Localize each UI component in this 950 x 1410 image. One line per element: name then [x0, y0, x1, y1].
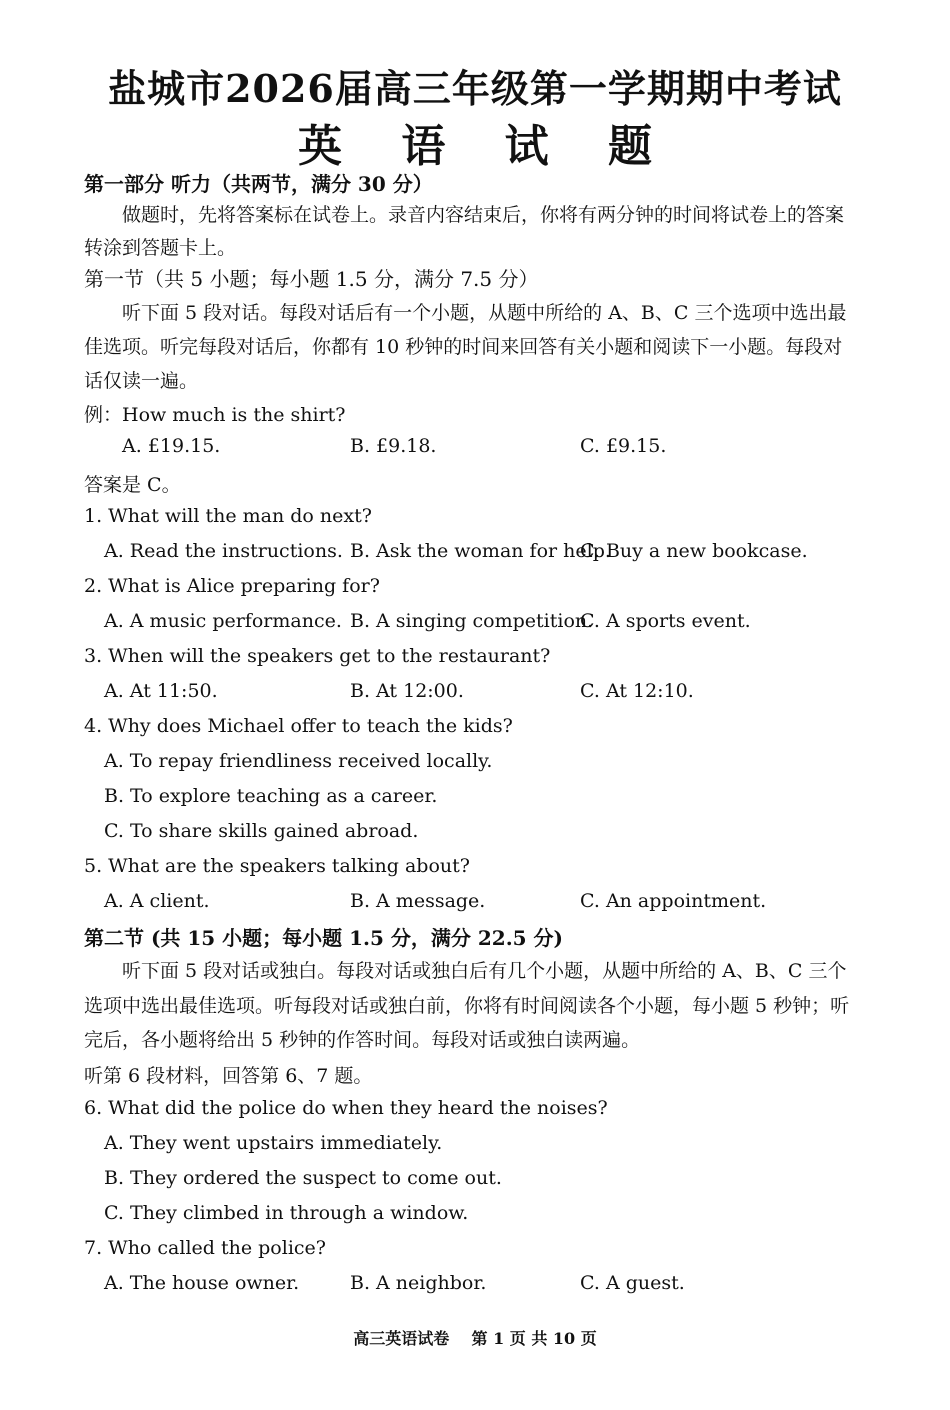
question-2: 2. What is Alice preparing for? [84, 575, 380, 597]
q2-option-a: A. A music performance. [104, 610, 342, 632]
question-3: 3. When will the speakers get to the restaurant? [84, 645, 551, 667]
section1-heading: 第一节（共 5 小题；每小题 1.5 分，满分 7.5 分） [84, 267, 539, 291]
section1-instr-line2: 佳选项。听完每段对话后，你都有 10 秒钟的时间来回答有关小题和阅读下一小题。每段对 [84, 336, 843, 358]
q1-option-b: B. Ask the woman for help. [350, 540, 611, 562]
part1-intro-line2: 转涂到答题卡上。 [84, 237, 237, 259]
example-answer: 答案是 C。 [84, 474, 181, 496]
example-option-a: A. £19.15. [122, 435, 221, 457]
q2-option-b: B. A singing competition. [350, 610, 594, 632]
section2-heading: 第二节 (共 15 小题；每小题 1.5 分，满分 22.5 分) [84, 926, 564, 950]
q1-option-a: A. Read the instructions. [104, 540, 343, 562]
part1-intro-line1: 做题时，先将答案标在试卷上。录音内容结束后，你将有两分钟的时间将试卷上的答案 [122, 204, 845, 226]
q5-option-c: C. An appointment. [580, 890, 767, 912]
q7-option-a: A. The house owner. [104, 1272, 300, 1294]
q5-option-b: B. A message. [350, 890, 486, 912]
q4-option-b: B. To explore teaching as a career. [104, 785, 438, 807]
q2-option-c: C. A sports event. [580, 610, 751, 632]
example-option-b: B. £9.18. [350, 435, 437, 457]
question-4: 4. Why does Michael offer to teach the kids? [84, 715, 513, 737]
q3-option-c: C. At 12:10. [580, 680, 694, 702]
section1-instr-line3: 话仅读一遍。 [84, 370, 199, 392]
material-6-label: 听第 6 段材料，回答第 6、7 题。 [84, 1065, 373, 1087]
section2-instr-line1: 听下面 5 段对话或独白。每段对话或独白后有几个小题，从题中所给的 A、B、C 三个 [122, 960, 847, 982]
example-option-c: C. £9.15. [580, 435, 667, 457]
exam-title: 盐城市2026届高三年级第一学期期中考试 [108, 66, 842, 111]
q7-option-b: B. A neighbor. [350, 1272, 487, 1294]
q3-option-b: B. At 12:00. [350, 680, 464, 702]
q6-option-b: B. They ordered the suspect to come out. [104, 1167, 502, 1189]
section2-instr-line2: 选项中选出最佳选项。听每段对话或独白前，你将有时间阅读各个小题，每小题 5 秒钟；听 [84, 995, 850, 1017]
q4-option-c: C. To share skills gained abroad. [104, 820, 419, 842]
subject-title: 英 语 试 题 [298, 121, 674, 172]
q7-option-c: C. A guest. [580, 1272, 685, 1294]
q5-option-a: A. A client. [104, 890, 210, 912]
q6-option-a: A. They went upstairs immediately. [104, 1132, 443, 1154]
q1-option-c: C. Buy a new bookcase. [580, 540, 808, 562]
question-5: 5. What are the speakers talking about? [84, 855, 470, 877]
example-question: 例：How much is the shirt? [84, 404, 346, 426]
section1-instr-line1: 听下面 5 段对话。每段对话后有一个小题，从题中所给的 A、B、C 三个选项中选出最 [122, 302, 847, 324]
question-6: 6. What did the police do when they heard the noises? [84, 1097, 608, 1119]
q3-option-a: A. At 11:50. [104, 680, 218, 702]
q4-option-a: A. To repay friendliness received locally. [104, 750, 493, 772]
page-footer: 高三英语试卷 第 1 页 共 10 页 [353, 1329, 597, 1348]
question-1: 1. What will the man do next? [84, 505, 372, 527]
section2-instr-line3: 完后，各小题将给出 5 秒钟的作答时间。每段对话或独白读两遍。 [84, 1029, 641, 1051]
part1-heading: 第一部分 听力（共两节，满分 30 分） [84, 172, 433, 196]
q6-option-c: C. They climbed in through a window. [104, 1202, 469, 1224]
question-7: 7. Who called the police? [84, 1237, 326, 1259]
